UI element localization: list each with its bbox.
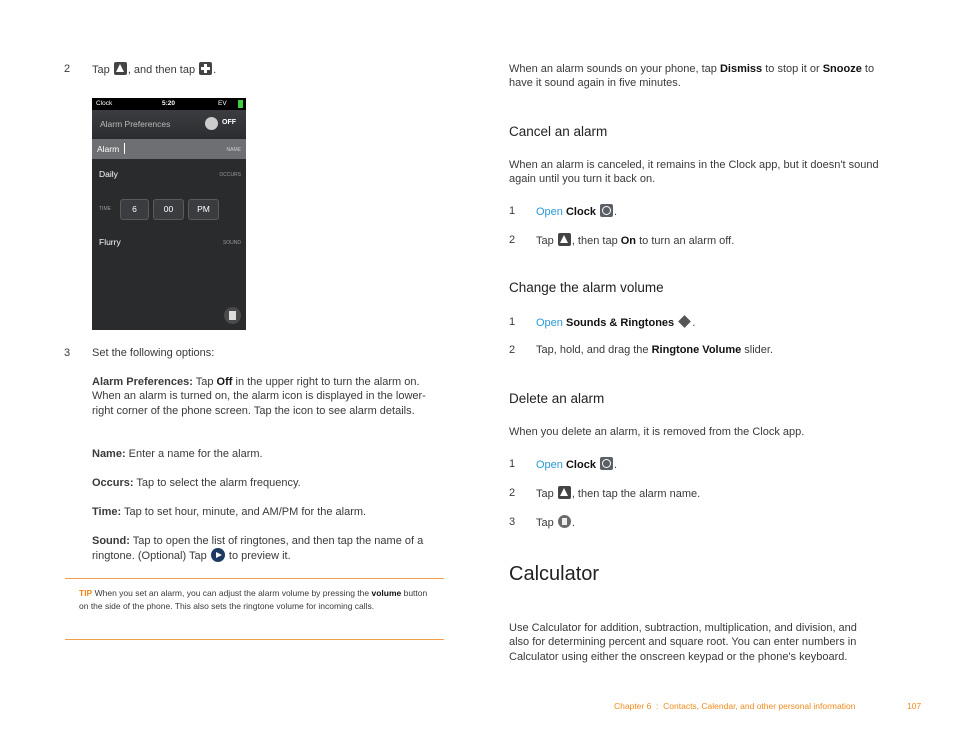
- step-2-text: Tap , and then tap .: [92, 64, 217, 76]
- step-number: 2: [509, 234, 516, 246]
- step-number: 2: [64, 63, 71, 75]
- step-number: 2: [509, 344, 516, 356]
- calculator-title: Calculator: [509, 563, 600, 585]
- volume-heading: Change the alarm volume: [509, 280, 664, 295]
- trash-icon: [558, 515, 571, 528]
- delete-step-3: Tap .: [536, 517, 575, 529]
- delete-step-2: Tap , then tap the alarm name.: [536, 488, 701, 500]
- step-3-text: Set the following options:: [92, 347, 215, 359]
- step-number: 3: [509, 516, 516, 528]
- occurs-row[interactable]: Daily OCCURS: [99, 169, 241, 179]
- status-time: 5:20: [162, 100, 176, 107]
- add-icon: [199, 62, 212, 75]
- battery-icon: [238, 100, 243, 108]
- option-occurs: Occurs: Tap to select the alarm frequency.: [92, 477, 301, 489]
- menu-up-icon: [114, 62, 127, 75]
- step-number: 2: [509, 487, 516, 499]
- option-sound: Sound: Tap to open the list of ringtones, and then tap the name of a ringtone. (Optional) Tap to preview it.: [92, 535, 424, 563]
- delete-heading: Delete an alarm: [509, 391, 605, 406]
- off-toggle[interactable]: OFF: [222, 119, 236, 126]
- open-link[interactable]: Open: [536, 206, 563, 218]
- calculator-body: Use Calculator for addition, subtraction, multiplication, and division, and also for determining percent and square root. You can enter numbers in Calculator using either the onscreen keypad or the phone's keyboard.: [509, 622, 857, 663]
- clock-icon: [600, 204, 613, 217]
- option-alarm-preferences: Alarm Preferences: Tap Off in the upper right to turn the alarm on. When an alarm is turned on, the alarm icon is displayed in the lower-right corner of the phone screen. Tap the icon to see alarm details.: [92, 376, 426, 417]
- minute-picker[interactable]: 00: [153, 199, 184, 220]
- step-number: 1: [509, 316, 516, 328]
- delete-body: When you delete an alarm, it is removed from the Clock app.: [509, 426, 805, 438]
- open-link[interactable]: Open: [536, 459, 563, 471]
- sounds-icon: [678, 315, 691, 328]
- play-icon: [211, 548, 225, 562]
- status-app: Clock: [96, 100, 113, 107]
- page-number: 107: [907, 701, 922, 711]
- ampm-picker[interactable]: PM: [188, 199, 219, 220]
- volume-step-2: Tap, hold, and drag the Ringtone Volume slider.: [536, 344, 774, 356]
- toggle-knob-icon[interactable]: [205, 117, 218, 130]
- hour-picker[interactable]: 6: [120, 199, 149, 220]
- menu-up-icon: [558, 486, 571, 499]
- volume-step-1: Open Sounds & Ringtones .: [536, 317, 696, 329]
- cancel-step-2: Tap , then tap On to turn an alarm off.: [536, 235, 735, 247]
- open-link[interactable]: Open: [536, 317, 563, 329]
- tip-divider-top: [65, 578, 444, 579]
- step-number: 1: [509, 458, 516, 470]
- tip-box: TIP When you set an alarm, you can adjust the alarm volume by pressing the volume button on the side of the phone. This also sets the ringtone volume for incoming calls.: [79, 588, 428, 611]
- delete-step-1: Open Clock .: [536, 459, 618, 471]
- cancel-heading: Cancel an alarm: [509, 124, 608, 139]
- text-cursor: [124, 143, 125, 154]
- clock-icon: [600, 457, 613, 470]
- alarm-preferences-row[interactable]: Alarm Preferences OFF: [92, 110, 246, 138]
- sound-row[interactable]: Flurry SOUND: [99, 237, 241, 247]
- menu-up-icon: [558, 233, 571, 246]
- footer-chapter: Chapter 6 : Contacts, Calendar, and other personal information: [614, 701, 856, 711]
- status-bar: [92, 98, 246, 110]
- step-number: 1: [509, 205, 516, 217]
- option-name: Name: Enter a name for the alarm.: [92, 448, 263, 460]
- cancel-step-1: Open Clock .: [536, 206, 618, 218]
- name-row[interactable]: Alarm NAME: [92, 139, 246, 159]
- tip-divider-bottom: [65, 639, 444, 640]
- phone-screenshot: Clock 5:20 EV Alarm Preferences OFF Alarm NAME Daily OCCURS TIME 6 00 PM Flurry SOUND: [92, 98, 246, 330]
- intro-paragraph: When an alarm sounds on your phone, tap Dismiss to stop it or Snooze to have it sound again in five minutes.: [509, 63, 875, 90]
- cancel-body: When an alarm is canceled, it remains in the Clock app, but it doesn't sound again until you turn it back on.: [509, 159, 879, 186]
- name-input[interactable]: Alarm: [97, 144, 120, 154]
- trash-icon[interactable]: [224, 307, 241, 324]
- option-time: Time: Tap to set hour, minute, and AM/PM for the alarm.: [92, 506, 367, 518]
- status-network: EV: [218, 100, 227, 107]
- step-number: 3: [64, 347, 71, 359]
